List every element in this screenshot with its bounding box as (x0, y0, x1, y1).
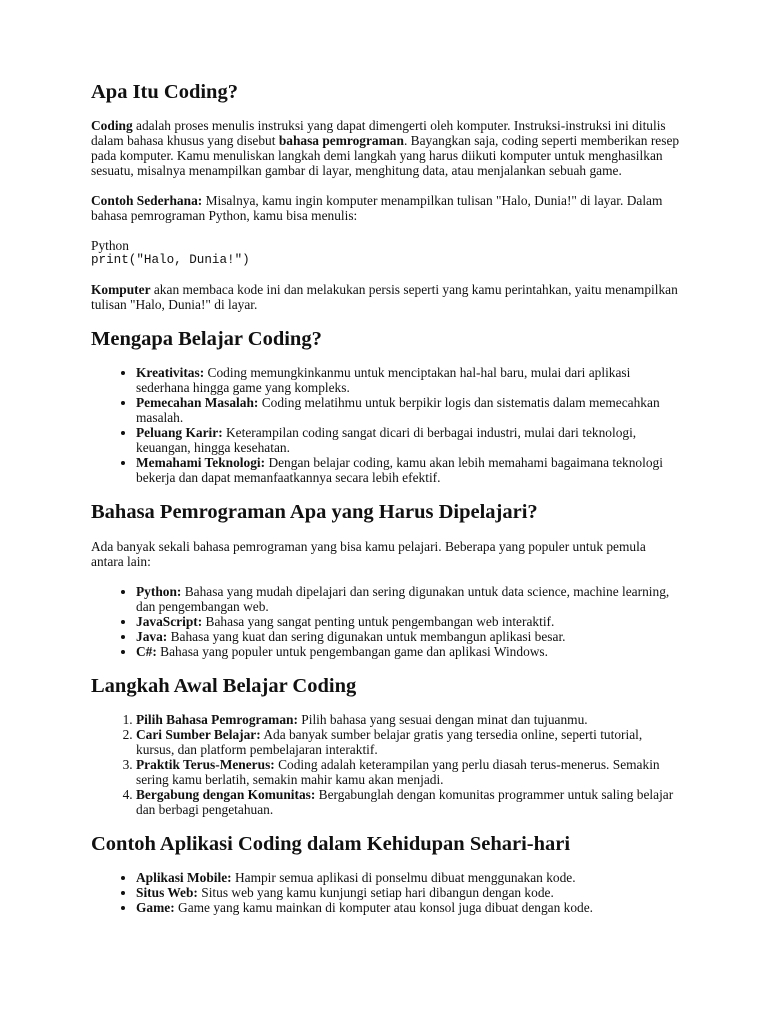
item-text: Hampir semua aplikasi di ponselmu dibuat menggunakan kode. (231, 870, 576, 885)
list-item (136, 455, 680, 485)
code-block (91, 239, 680, 267)
list-item (136, 900, 680, 915)
item-text: Game yang kamu mainkan di komputer atau konsol juga dibuat dengan kode. (174, 900, 594, 915)
paragraph-computer-executes (91, 282, 680, 312)
item-label: C#: (136, 644, 157, 659)
item-text: Bahasa yang mudah dipelajari dan sering digunakan untuk data science, machine learning, dan pengembangan web. (136, 584, 670, 614)
item-label: Bergabung dengan Komunitas: (136, 787, 316, 802)
list-item (136, 885, 680, 900)
list-item (136, 395, 680, 425)
item-label: Memahami Teknologi: (136, 455, 266, 470)
list-item (136, 757, 680, 787)
item-label: Pilih Bahasa Pemrograman: (136, 712, 298, 727)
code-line: print("Halo, Dunia!") (91, 253, 250, 267)
term-bahasa-pemrograman: bahasa pemrograman (278, 133, 404, 148)
list-item (136, 614, 680, 629)
item-text: Keterampilan coding sangat dicari di berbagai industri, mulai dari teknologi, keuangan, hingga kesehatan. (136, 425, 637, 455)
list-item (136, 425, 680, 455)
list-item (136, 712, 680, 727)
heading-apa-itu-coding: Apa Itu Coding? (91, 81, 238, 103)
list-item (136, 644, 680, 659)
paragraph-languages-intro: Ada banyak sekali bahasa pemrograman yang bisa kamu pelajari. Beberapa yang populer untuk pemula antara lain: (91, 539, 646, 569)
list-item (136, 870, 680, 885)
example-text: Misalnya, kamu ingin komputer menampilkan tulisan "Halo, Dunia!" di layar. Dalam bahasa pemrograman Python, kamu bisa menulis: (91, 193, 663, 223)
item-label: Situs Web: (136, 885, 198, 900)
item-label: JavaScript: (136, 614, 203, 629)
item-text: Dengan belajar coding, kamu akan lebih memahami bagaimana teknologi bekerja dan dapat memanfaatkannya secara lebih efektif. (136, 455, 663, 485)
item-text: Coding melatihmu untuk berpikir logis dan sistematis dalam memecahkan masalah. (136, 395, 660, 425)
item-text: Bahasa yang populer untuk pengembangan game dan aplikasi Windows. (156, 644, 548, 659)
list-reasons (91, 365, 680, 485)
item-text: Bahasa yang sangat penting untuk pengembangan web interaktif. (202, 614, 555, 629)
heading-bahasa-pemrograman: Bahasa Pemrograman Apa yang Harus Dipelajari? (91, 501, 538, 523)
heading-langkah-awal: Langkah Awal Belajar Coding (91, 675, 357, 697)
item-text: Ada banyak sumber belajar gratis yang tersedia online, seperti tutorial, kursus, dan platform pembelajaran interaktif. (136, 727, 643, 757)
item-text: Bergabunglah dengan komunitas programmer untuk saling belajar dan berbagi pengetahuan. (136, 787, 674, 817)
heading-contoh-aplikasi: Contoh Aplikasi Coding dalam Kehidupan Sehari-hari (91, 833, 571, 855)
item-label: Game: (136, 900, 175, 915)
list-item (136, 787, 680, 817)
item-label: Java: (136, 629, 168, 644)
heading-mengapa-belajar-coding: Mengapa Belajar Coding? (91, 328, 322, 350)
intro-text-1: adalah proses menulis instruksi yang dapat dimengerti oleh komputer. Instruksi-instruksi ini ditulis dalam bahasa khusus yang disebut (91, 118, 666, 148)
list-languages (91, 584, 680, 659)
item-text: Coding memungkinkanmu untuk menciptakan hal-hal baru, mulai dari aplikasi sederhana hingga game yang kompleks. (136, 365, 631, 395)
item-label: Cari Sumber Belajar: (136, 727, 261, 742)
item-label: Kreativitas: (136, 365, 205, 380)
item-label: Peluang Karir: (136, 425, 223, 440)
label-contoh-sederhana: Contoh Sederhana: (91, 193, 203, 208)
item-label: Praktik Terus-Menerus: (136, 757, 275, 772)
paragraph-simple-example (91, 193, 680, 223)
intro-text-2: . Bayangkan saja, coding seperti memberikan resep pada komputer. Kamu menuliskan langkah demi langkah yang harus diikuti komputer untuk menghasilkan sesuatu, misalnya menampilkan gambar di layar, menghitung data, atau menjalankan sebuah game. (91, 133, 680, 178)
term-komputer: Komputer (91, 282, 151, 297)
item-label: Aplikasi Mobile: (136, 870, 232, 885)
item-text: Bahasa yang kuat dan sering digunakan untuk membangun aplikasi besar. (167, 629, 566, 644)
computer-text: akan membaca kode ini dan melakukan persis seperti yang kamu perintahkan, yaitu menampilkan tulisan "Halo, Dunia!" di layar. (91, 282, 678, 312)
list-applications (91, 870, 680, 915)
list-item (136, 584, 680, 614)
code-language-label: Python (91, 238, 129, 253)
list-item (136, 365, 680, 395)
list-first-steps (91, 712, 680, 817)
paragraph-coding-definition (91, 118, 680, 178)
list-item (136, 629, 680, 644)
term-coding: Coding (91, 118, 133, 133)
item-text: Situs web yang kamu kunjungi setiap hari dibangun dengan kode. (197, 885, 554, 900)
item-label: Python: (136, 584, 182, 599)
item-text: Coding adalah keterampilan yang perlu diasah terus-menerus. Semakin sering kamu berlatih, semakin mahir kamu akan menjadi. (136, 757, 660, 787)
item-text: Pilih bahasa yang sesuai dengan minat dan tujuanmu. (297, 712, 588, 727)
list-item (136, 727, 680, 757)
item-label: Pemecahan Masalah: (136, 395, 259, 410)
